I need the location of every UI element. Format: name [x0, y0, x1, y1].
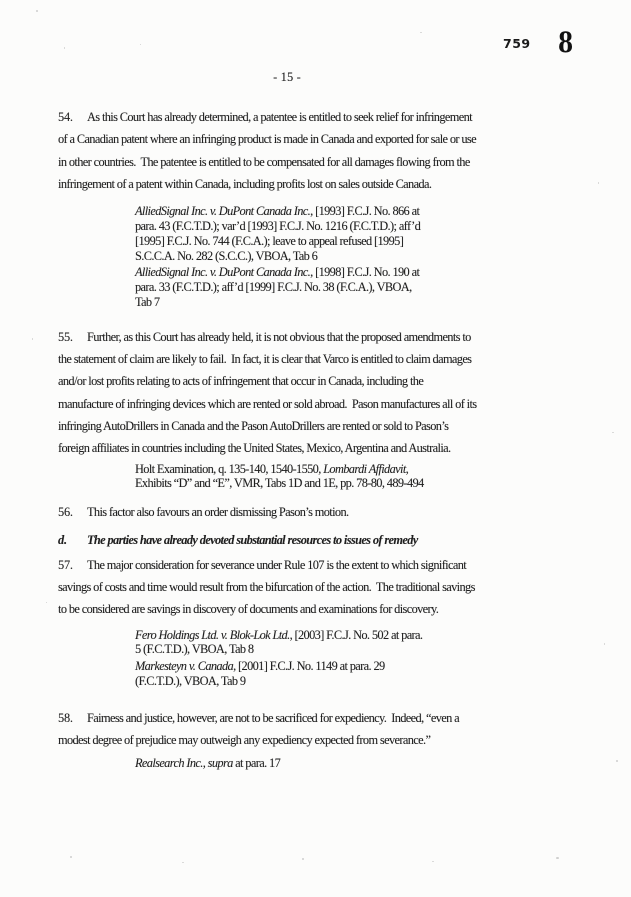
- exhibit-stamp: 8: [558, 26, 574, 59]
- para-line: manufacture of infringing devices which are rented or sold abroad. Pason manufactures all of its: [58, 396, 477, 411]
- para-line: modest degree of prejudice may outweigh any expediency expected from severance.”: [58, 733, 431, 748]
- scan-speck: [32, 338, 33, 340]
- citation-line: (F.C.T.D.), VBOA, Tab 9: [135, 674, 246, 689]
- citation-line: Exhibits “D” and “E”, VMR, Tabs 1D and 1E, pp. 78-80, 489-494: [135, 476, 424, 491]
- citation-line: para. 33 (F.C.T.D.); aff’d [1999] F.C.J. No. 38 (F.C.A.), VBOA,: [135, 280, 412, 295]
- para-line: [58, 554, 563, 576]
- para-line: the statement of claim are likely to fail. In fact, it is clear that Varco is entitled to claim damages: [58, 352, 472, 367]
- scan-speck: [140, 44, 141, 45]
- para-text: This factor also favours an order dismissing Pason’s motion.: [87, 505, 349, 520]
- case-name: AlliedSignal Inc. v. DuPont Canada Inc.: [135, 204, 311, 219]
- scan-speck: [616, 760, 618, 762]
- para-number: 57.: [58, 557, 73, 572]
- scan-speck: [64, 47, 65, 49]
- para-text: Further, as this Court has already held, it is not obvious that the proposed amendments to: [87, 329, 471, 344]
- citation-text: at para. 17: [232, 756, 281, 771]
- para-line: infringement of a patent within Canada, including profits lost on sales outside Canada.: [58, 176, 432, 191]
- para-number: 58.: [58, 710, 73, 725]
- para-text: Fairness and justice, however, are not to be sacrificed for expediency. Indeed, “even a: [87, 710, 460, 725]
- para-line: savings of costs and time would result from the bifurcation of the action. The traditional savings: [58, 580, 475, 595]
- scan-speck: [604, 643, 605, 645]
- para-line: [58, 707, 563, 729]
- heading-text: The parties have already devoted substantial resources to issues of remedy: [87, 533, 418, 548]
- scan-speck: [36, 10, 38, 12]
- scan-speck: [420, 32, 422, 33]
- paragraph-57: [58, 554, 563, 621]
- citation-holt-examination: [135, 462, 563, 492]
- page-number: - 15 -: [273, 70, 301, 84]
- citation-line: S.C.C.A. No. 282 (S.C.C.), VBOA, Tab 6: [135, 248, 318, 263]
- scan-speck: [46, 602, 47, 603]
- para-line: to be considered are savings in discovery of documents and examinations for discovery.: [58, 602, 439, 617]
- paragraph-58: [58, 707, 563, 752]
- para-number: 55.: [58, 329, 73, 344]
- document-body: [58, 106, 563, 771]
- citation-line: [135, 204, 563, 219]
- para-line: in other countries. The patentee is entitled to be compensated for all damages flowing from the: [58, 154, 470, 169]
- para-line: infringing AutoDrillers in Canada and the Pason AutoDrillers are rented or sold to Pason’s: [58, 418, 449, 433]
- citation-line: [135, 756, 563, 771]
- case-name: AlliedSignal Inc. v. DuPont Canada Inc.: [135, 265, 311, 280]
- heading-letter: d.: [58, 533, 67, 548]
- scan-speck: [612, 432, 614, 433]
- case-name: Lombardi Affidavit: [323, 461, 406, 476]
- scan-speck: [182, 862, 184, 863]
- para-number: 56.: [58, 505, 73, 520]
- citation-alliedsignal-1993: [135, 204, 563, 263]
- para-line: [58, 326, 563, 348]
- para-line: and/or lost profits relating to acts of infringement that occur in Canada, including the: [58, 374, 424, 389]
- citation-text: ,: [405, 461, 409, 476]
- scan-speck: [556, 857, 559, 859]
- para-line: [58, 106, 563, 128]
- citation-line: 5 (F.C.T.D.), VBOA, Tab 8: [135, 642, 254, 657]
- para-line: [58, 501, 563, 523]
- paragraph-54: [58, 106, 563, 195]
- para-number: 54.: [58, 110, 73, 124]
- citation-line: [135, 659, 563, 674]
- scan-speck: [598, 182, 599, 184]
- para-text: As this Court has already determined, a patentee is entitled to seek relief for infringement: [87, 110, 472, 124]
- section-heading-d: [58, 529, 563, 551]
- scan-speck: [302, 858, 304, 860]
- scan-speck: [70, 856, 72, 858]
- citation-line: [135, 265, 563, 280]
- citation-realsearch: [135, 756, 563, 771]
- case-name: Markesteyn v. Canada: [135, 659, 234, 674]
- para-line: of a Canadian patent where an infringing product is made in Canada and exported for sale or use: [58, 132, 476, 147]
- citation-line: Tab 7: [135, 294, 160, 309]
- paragraph-56: [58, 501, 563, 523]
- citation-line: [1995] F.C.J. No. 744 (F.C.A.); leave to appeal refused [1995]: [135, 233, 404, 248]
- para-text: The major consideration for severance under Rule 107 is the extent to which significant: [87, 557, 467, 572]
- citation-markesteyn: [135, 659, 563, 689]
- citation-line: [135, 462, 563, 477]
- para-line: foreign affiliates in countries including the United States, Mexico, Argentina and Australia.: [58, 441, 451, 456]
- citation-text: , [2001] F.C.J. No. 1149 at para. 29: [233, 659, 385, 674]
- case-name: Realsearch Inc., supra: [135, 756, 233, 771]
- citation-line: para. 43 (F.C.T.D.); var’d [1993] F.C.J. No. 1216 (F.C.T.D.); aff’d: [135, 218, 421, 233]
- citation-text: , [1998] F.C.J. No. 190 at: [310, 265, 420, 280]
- citation-text: , [1993] F.C.J. No. 866 at: [310, 204, 420, 219]
- citation-line: [135, 628, 563, 643]
- bates-number: 759: [503, 36, 531, 51]
- case-name: Fero Holdings Ltd. v. Blok-Lok Ltd.: [135, 627, 290, 642]
- citation-text: , [2003] F.C.J. No. 502 at para.: [289, 627, 423, 642]
- citation-alliedsignal-1998: [135, 265, 563, 309]
- paragraph-55: [58, 326, 563, 460]
- citation-fero-holdings: [135, 628, 563, 658]
- scan-speck: [432, 861, 434, 862]
- citation-text: Holt Examination, q. 135-140, 1540-1550,: [135, 461, 324, 476]
- heading-line: [58, 529, 563, 551]
